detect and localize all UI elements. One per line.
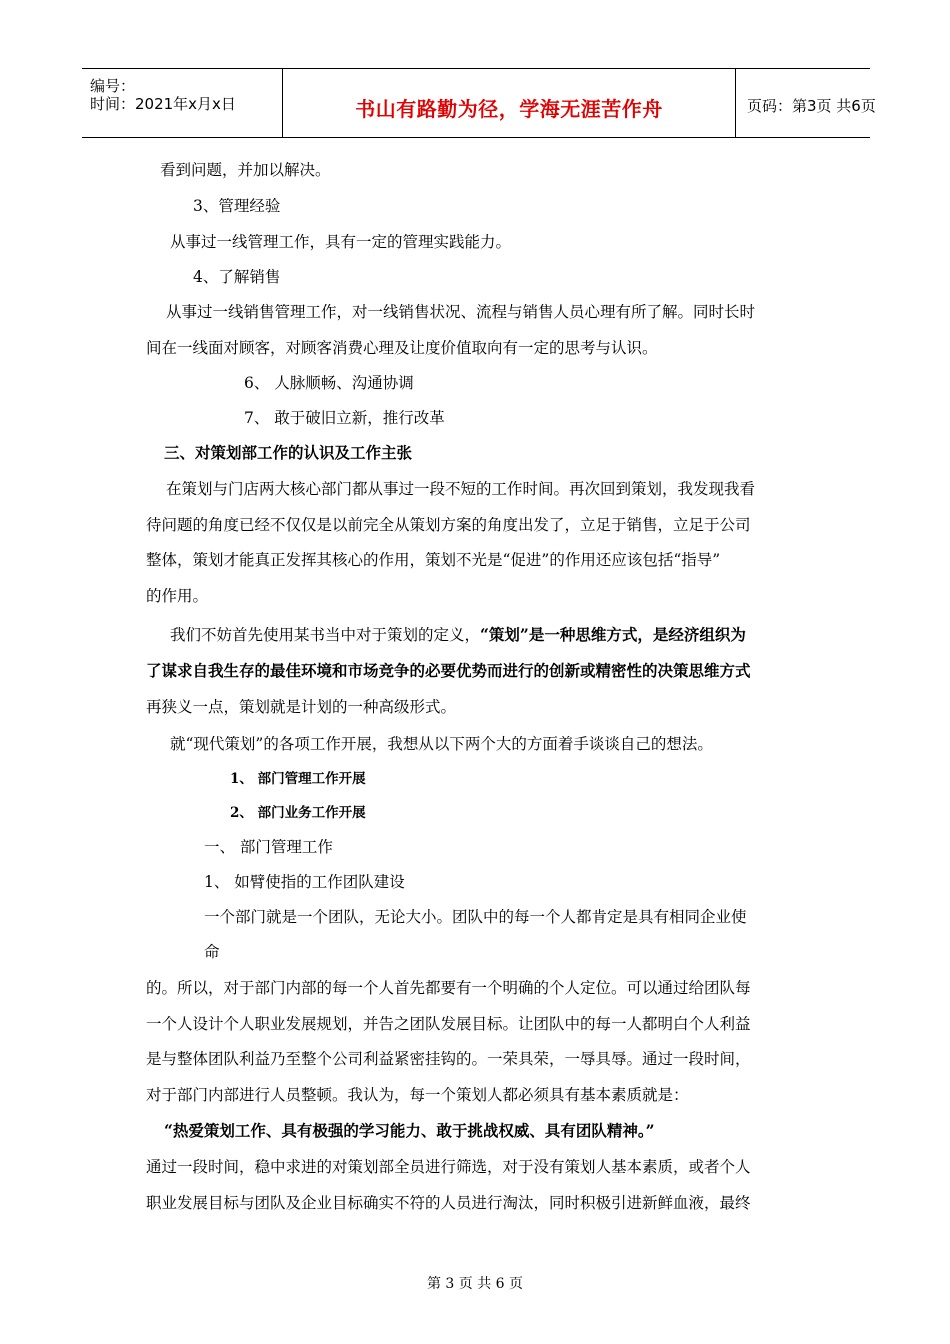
header-info-cell — [82, 69, 282, 137]
code-label: 编号： — [90, 77, 136, 95]
paragraph-line: 是与整体团队利益乃至整个公司利益紧密挂钩的。一荣具荣，一辱具辱。通过一段时间， — [146, 1050, 751, 1068]
paragraph-line: 职业发展目标与团队及企业目标确实不符的人员进行淘汰，同时积极引进新鲜血液，最终 — [146, 1194, 751, 1212]
paragraph-line: 间在一线面对顾客，对顾客消费心理及让度价值取向有一定的思考与认识。 — [146, 339, 658, 357]
header-motto-cell — [282, 69, 736, 137]
paragraph-line: 的。所以，对于部门内部的每一个人首先都要有一个明确的个人定位。可以通过给团队每 — [146, 979, 751, 997]
paragraph-line: 从事过一线管理工作，具有一定的管理实践能力。 — [170, 233, 512, 251]
paragraph-line: 再狭义一点，策划就是计划的一种高级形式。 — [146, 698, 457, 716]
key-quote: “热爱策划工作、具有极强的学习能力、敢于挑战权威、具有团队精神。” — [164, 1121, 655, 1140]
list-item: 6、 人脉顺畅、沟通协调 — [244, 374, 414, 392]
section-heading: 一、 部门管理工作 — [204, 838, 333, 856]
paragraph-line: 就“现代策划”的各项工作开展，我想从以下两个大的方面着手谈谈自己的想法。 — [170, 735, 713, 753]
paragraph-line: 通过一段时间，稳中求进的对策划部全员进行筛选，对于没有策划人基本素质，或者个人 — [146, 1158, 751, 1176]
section-heading: 4、了解销售 — [193, 268, 281, 286]
date-label: 时间：2021年x月x日 — [90, 95, 236, 113]
definition-bold-line: 了谋求自我生存的最佳环境和市场竞争的必要优势而进行的创新或精密性的决策思维方式 — [146, 661, 751, 680]
paragraph-line: 在策划与门店两大核心部门都从事过一段不短的工作时间。再次回到策划，我发现我看 — [166, 480, 756, 498]
page-header — [82, 68, 876, 138]
sub-heading: 1、 如臂使指的工作团队建设 — [204, 873, 405, 891]
paragraph-line: 一个部门就是一个团队，无论大小。团队中的每一个人都肯定是具有相同企业使 — [204, 908, 747, 926]
paragraph-line: 看到问题，并加以解决。 — [160, 161, 331, 179]
paragraph-line: 从事过一线销售管理工作，对一线销售状况、流程与销售人员心理有所了解。同时长时 — [166, 303, 756, 321]
paragraph-line: 一个人设计个人职业发展规划，并告之团队发展目标。让团队中的每一人都明白个人利益 — [146, 1015, 751, 1033]
paragraph-line: 的作用。 — [146, 587, 209, 605]
section-heading: 3、管理经验 — [193, 197, 281, 215]
definition-bold: “策划”是一种思维方式，是经济组织为 — [480, 625, 746, 644]
outline-item: 2、 部门业务工作开展 — [230, 805, 366, 821]
paragraph-line: 命 — [204, 943, 220, 961]
motto: 书山有路勤为径，学海无涯苦作舟 — [355, 97, 663, 121]
paragraph-line: 整体，策划才能真正发挥其核心的作用，策划不光是“促进”的作用还应该包括“指导” — [146, 551, 721, 569]
chapter-heading: 三、对策划部工作的认识及工作主张 — [164, 443, 413, 462]
outline-item: 1、 部门管理工作开展 — [230, 771, 366, 787]
page-label: 页码：第3页 共6页 — [747, 97, 876, 115]
paragraph-line — [170, 625, 746, 645]
paragraph-line: 待问题的角度已经不仅仅是以前完全从策划方案的角度出发了，立足于销售，立足于公司 — [146, 516, 751, 534]
paragraph-line: 对于部门内部进行人员整顿。我认为，每一个策划人都必须具有基本素质就是： — [146, 1086, 689, 1104]
list-item: 7、 敢于破旧立新，推行改革 — [244, 409, 445, 427]
header-page-cell — [735, 69, 876, 137]
definition-intro: 我们不妨首先使用某书当中对于策划的定义， — [170, 626, 481, 644]
page-footer: 第 3 页 共 6 页 — [426, 1276, 524, 1292]
